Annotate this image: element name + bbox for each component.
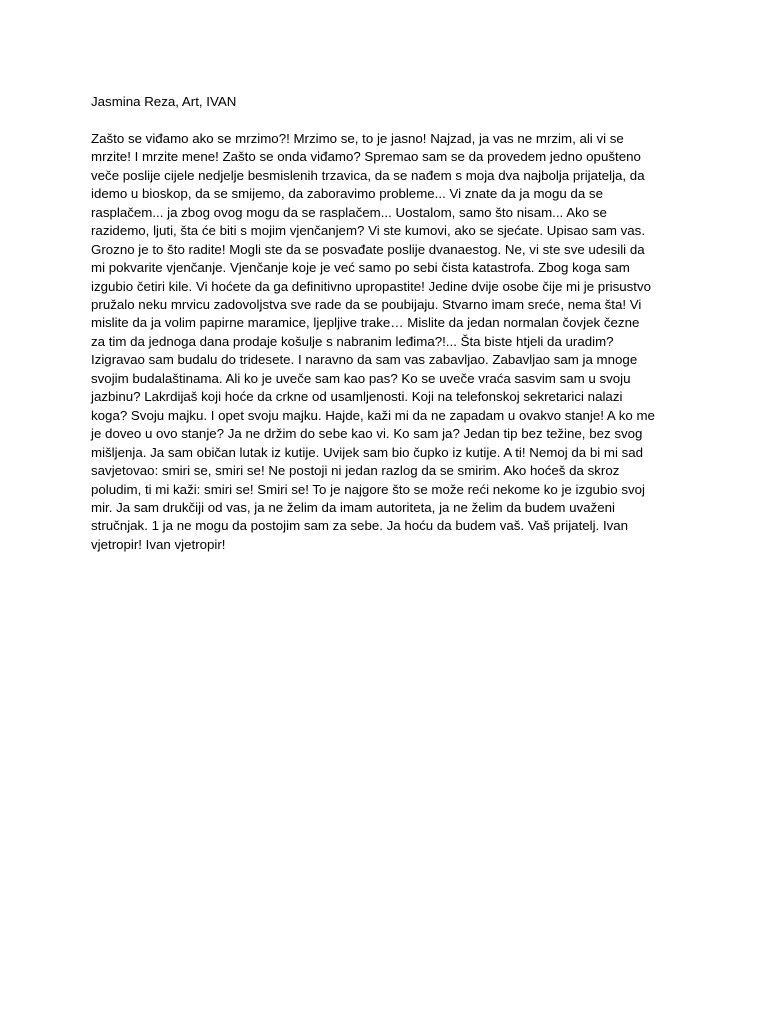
paragraph-line: mi pokvarite vjenčanje. Vjenčanje koje je već samo po sebi čista katastrofa. Zbog koga sam	[91, 260, 630, 276]
document-body	[91, 93, 691, 554]
paragraph-line: izgubio četiri kile. Vi hoćete da ga definitivno upropastite! Jedine dvije osobe čije mi je prisustvo	[91, 278, 652, 294]
paragraph-line: savjetovao: smiri se, smiri se! Ne postoji ni jedan razlog da se smirim. Ako hoćeš da skroz	[91, 463, 620, 479]
paragraph-line: za tim da jednoga dana prodaje košulje s nabranim leđima?!... Šta biste htjeli da uradim?	[91, 333, 614, 349]
paragraph-line: Grozno je to što radite! Mogli ste da se posvađate poslije dvanaestog. Ne, vi ste sve udesili da	[91, 241, 645, 257]
document-title: Jasmina Reza, Art, IVAN	[91, 94, 237, 109]
monologue-paragraph	[91, 130, 691, 554]
paragraph-line: poludim, ti mi kaži: smiri se! Smiri se! To je najgore što se može reći nekome ko je izgubio svoj	[91, 481, 646, 497]
paragraph-line: idemo u bioskop, da se smijemo, da zaboravimo probleme... Vi znate da ja mogu da se	[91, 186, 603, 202]
paragraph-line: rasplačem... ja zbog ovog mogu da se rasplačem... Uostalom, samo što nisam... Ako se	[91, 204, 607, 220]
paragraph-line: mrzite! I mrzite mene! Zašto se onda viđamo? Spremao sam se da provedem jedno opušteno	[91, 149, 641, 165]
paragraph-line: stručnjak. 1 ja ne mogu da postojim sam za sebe. Ja hoću da budem vaš. Vaš prijatelj. Ivan	[91, 518, 629, 534]
paragraph-line: jazbinu? Lakrdijaš koji hoće da crkne od usamljenosti. Koji na telefonskoj sekretarici nalazi	[91, 389, 623, 405]
paragraph-line: koga? Svoju majku. I opet svoju majku. Hajde, kaži mi da ne zapadam u ovakvo stanje! A ko me	[91, 407, 655, 423]
paragraph-line: razidemo, ljuti, šta će biti s mojim vjenčanjem? Vi ste kumovi, ako se sjećate. Upisao sam vas.	[91, 223, 646, 239]
paragraph-line: veče poslije cijele nedjelje besmislenih trzavica, da se nađem s moja dva najbolja prijatelja, da	[91, 167, 645, 183]
paragraph-line: mislite da ja volim papirne maramice, ljepljive trake… Mislite da jedan normalan čovjek čezne	[91, 315, 640, 331]
paragraph-line: svojim budalaštinama. Ali ko je uveče sam kao pas? Ko se uveče vraća sasvim sam u svoju	[91, 370, 631, 386]
paragraph-line: Izigravao sam budalu do tridesete. I naravno da sam vas zabavljao. Zabavljao sam ja mnoge	[91, 352, 638, 368]
paragraph-line: Zašto se viđamo ako se mrzimo?! Mrzimo se, to je jasno! Najzad, ja vas ne mrzim, ali vi se	[91, 130, 624, 146]
paragraph-line: pružalo neku mrvicu zadovoljstva sve rade da se poubijaju. Stvarno imam sreće, nema šta! Vi	[91, 296, 642, 312]
paragraph-line: vjetropir! Ivan vjetropir!	[91, 536, 226, 552]
paragraph-line: je doveo u ovo stanje? Ja ne držim do sebe kao vi. Ko sam ja? Jedan tip bez težine, bez svog	[91, 426, 643, 442]
paragraph-line: mir. Ja sam drukčiji od vas, ja ne želim da imam autoriteta, ja ne želim da budem uvaženi	[91, 499, 615, 515]
paragraph-line: mišljenja. Ja sam običan lutak iz kutije. Uvijek sam bio čupko iz kutije. A ti! Nemoj da bi mi sad	[91, 444, 644, 460]
